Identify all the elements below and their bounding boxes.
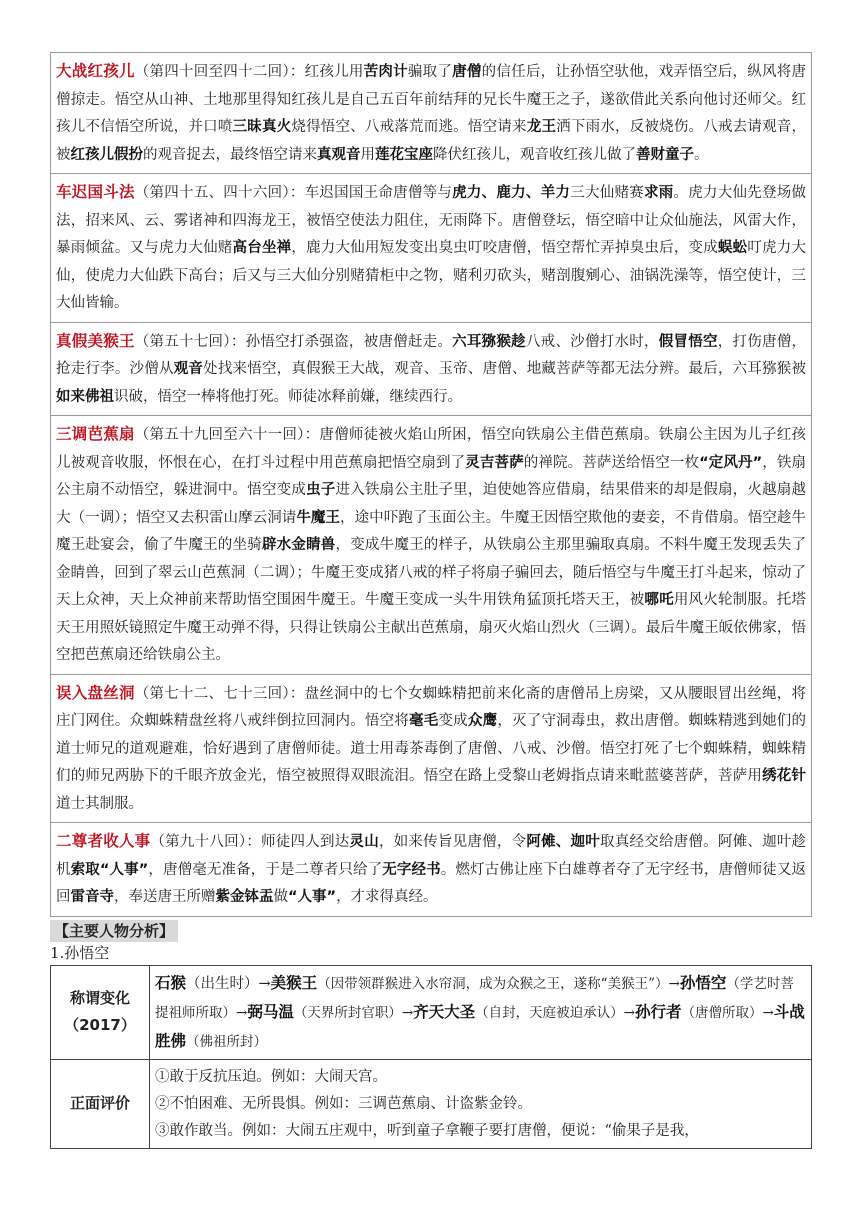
title-note: （自封，天庭被迫承认）→ <box>475 1004 635 1021</box>
story-text: 烧得悟空、八戒落荒而逃。悟空请来 <box>291 119 527 135</box>
story-row <box>51 53 812 174</box>
story-cell <box>51 823 812 917</box>
story-text: 用风火轮制服。托塔天王用照妖镜照定牛魔王动弹不得，只得让铁扇公主献出芭蕉扇，扇灭火焰山烈火（三调）。最后牛魔王皈依佛家，悟空把芭蕉扇还给铁扇公主。 <box>56 592 807 663</box>
story-row <box>51 174 812 323</box>
story-text: 的禅院。菩萨送给悟空一枚 <box>523 454 700 471</box>
story-keyword: 观音 <box>173 361 204 377</box>
evaluation-line-2: ②不怕困难、无所畏惧。例如：三调芭蕉扇、计盗紫金铃。 <box>155 1095 532 1112</box>
story-keyword: 红孩儿假扮 <box>70 146 143 163</box>
story-keyword: “人事” <box>288 889 337 905</box>
story-cell <box>51 416 812 675</box>
story-keyword: 高台坐禅 <box>232 240 292 256</box>
character-table <box>50 965 812 1149</box>
page <box>50 52 812 1149</box>
evaluation-line-1: ①敢于反抗压迫。例如：大闹天宫。 <box>155 1068 387 1085</box>
row-title-changes <box>51 965 812 1059</box>
story-keyword: 辟水金睛兽 <box>261 537 336 553</box>
story-text: 降伏红孩儿，观音收红孩儿做了 <box>433 146 636 163</box>
story-row <box>51 823 812 917</box>
story-text: 洒下雨水，反被烧伤。八戒去请观音，被 <box>56 119 807 163</box>
story-text: （第五十九回至六十一回）：唐僧师徒被火焰山所困，悟空向铁扇公主借芭蕉扇。铁扇公主因为儿子红孩儿被观音收服，怀恨在心，在打斗过程中用芭蕉扇把悟空扇到了 <box>56 427 806 471</box>
story-keyword: 紫金钵盂 <box>215 889 274 905</box>
story-text: 叮虎力大仙，使虎力大仙跌下高台；后又与三大仙分别赌猜柜中之物，赌利刃砍头，赌剖腹剜心、油锅洗澡等，悟空使计，三大仙皆输。 <box>56 240 807 311</box>
story-text: 处找来悟空，真假猴王大战，观音、玉帝、唐僧、地藏菩萨等都无法分辨。最后，六耳猕猴被 <box>203 361 807 377</box>
story-title: 三调芭蕉扇 <box>56 425 135 443</box>
story-text: 八戒、沙僧打水时， <box>525 333 659 350</box>
story-keyword: 龙王 <box>526 119 557 135</box>
story-text: 道士其制服。 <box>56 795 143 812</box>
row-positive-evaluation <box>51 1059 812 1148</box>
title-note: （因带领群猴进入水帘洞，成为众猴之王，遂称“美猴王”）→ <box>317 975 680 992</box>
story-text: ，灭了守洞毒虫，救出唐僧。蜘蛛精逃到她们的道士师兄的道观避难，恰好遇到了唐僧师徒。道士用毒茶毒倒了唐僧、八戒、沙僧。悟空打死了七个蜘蛛精，蜘蛛精们的师兄两胁下的千眼齐放金光，悟空被照得双眼流泪。悟空在路上受黎山老姆指点请来毗蓝婆菩萨，菩萨用 <box>56 713 807 784</box>
story-text: （第七十二、七十三回）：盘丝洞中的七个女蜘蛛精把前来化斋的唐僧吊上房梁，又从腰眼冒出丝绳，将庄门网住。众蜘蛛精盘丝将八戒绊倒拉回洞内。悟空将 <box>56 685 806 729</box>
story-text: ，变成牛魔王的样子，从铁扇公主那里骗取真扇。不料牛魔王发现丢失了金睛兽，回到了翠云山芭蕉洞（二调）；牛魔王变成猪八戒的样子将扇子骗回去，随后悟空与牛魔王打斗起来，惊动了天上众神，天上众神前来帮助悟空围困牛魔王。牛魔王变成一头牛用铁角猛顶托塔天王，被 <box>56 537 807 608</box>
title-name: 美猴王 <box>270 973 318 992</box>
title-note: （学艺时菩提祖师所取）→ <box>155 975 794 1021</box>
title-changes-content <box>150 965 812 1059</box>
story-keyword: 灵吉菩萨 <box>465 454 524 471</box>
story-text: （第九十八回）：师徒四人到达 <box>150 834 350 850</box>
story-text: ，途中吓跑了玉面公主。牛魔王因悟空欺他的妻妾，不肯借扇。悟空趁牛魔王赴宴会，偷了牛魔王的坐骑 <box>56 509 807 553</box>
evaluation-line-3: ③敢作敢当。例如：大闹五庄观中，听到童子拿鞭子要打唐僧，便说：“偷果子是我， <box>155 1122 699 1139</box>
story-keyword: 哪吒 <box>644 592 674 608</box>
title-name: 孙悟空 <box>679 973 727 992</box>
story-text: 。燃灯古佛让座下白雄尊者夺了无字经书，唐僧师徒又返回 <box>56 861 807 905</box>
section-title: 【主要人物分析】 <box>50 920 178 942</box>
story-keyword: 阿傩、迦叶 <box>526 834 600 850</box>
story-keyword: 真观音 <box>317 146 361 163</box>
title-note: （佛祖所封） <box>186 1033 268 1050</box>
story-text: （第四十回至四十二回）：红孩儿用 <box>134 64 364 80</box>
story-row <box>51 322 812 416</box>
story-keyword: 虎力、鹿力、羊力 <box>452 185 571 201</box>
story-title: 车迟国斗法 <box>56 183 135 201</box>
title-note: （唐僧所取）→ <box>681 1004 774 1021</box>
story-text: 进入铁扇公主肚子里，迫使她答应借扇，结果借来的却是假扇，火越扇越大（一调）；悟空又去积雷山摩云洞请 <box>56 482 807 526</box>
story-keyword: 善财童子 <box>636 146 694 163</box>
story-text: ，才求得真经。 <box>336 889 438 905</box>
story-text: 用 <box>360 146 375 163</box>
story-keyword: 无字经书 <box>382 861 441 878</box>
story-title: 误入盘丝洞 <box>56 683 135 702</box>
character-subheading: 1.孙悟空 <box>50 943 110 962</box>
story-keyword: 莲花宝座 <box>375 146 433 163</box>
story-text: 做 <box>273 889 288 905</box>
story-title: 二尊者收人事 <box>56 832 151 850</box>
story-keyword: 牛魔王 <box>296 509 341 526</box>
story-keyword: 索取“人事” <box>70 861 149 878</box>
story-keyword: 绣花针 <box>762 768 806 784</box>
story-keyword: 众鹰 <box>467 713 498 729</box>
story-text: ，唐僧毫无准备，于是二尊者只给了 <box>148 861 383 878</box>
title-name: 孙行者 <box>634 1002 682 1021</box>
story-text: 识破，悟空一棒将他打死。师徒冰释前嫌，继续西行。 <box>114 388 462 405</box>
story-keyword: 如来佛祖 <box>56 388 114 405</box>
story-keyword: 唐僧 <box>452 64 482 80</box>
story-row <box>51 674 812 823</box>
title-name: 齐天大圣 <box>413 1002 476 1021</box>
story-text: 的信任后，让孙悟空驮他，戏弄悟空后，纵风将唐僧掠走。悟空从山神、土地那里得知红孩儿是自己五百年前结拜的兄长牛魔王之子，遂欲借此关系向他讨还师父。红孩儿不信悟空所说，并口喷 <box>56 64 807 135</box>
row-label-positive: 正面评价 <box>51 1059 150 1148</box>
story-text: （第五十七回）：孙悟空打杀强盗，被唐僧赶走。 <box>134 333 453 350</box>
story-keyword: 灵山 <box>349 834 379 850</box>
title-name: 弼马温 <box>247 1002 294 1021</box>
story-keyword: 雷音寺 <box>70 889 114 905</box>
story-text: ，铁扇公主扇不动悟空，躲进洞中。悟空变成 <box>56 454 807 498</box>
story-row <box>51 416 812 675</box>
story-text: 三大仙赌赛 <box>570 185 644 201</box>
story-title: 真假美猴王 <box>56 331 135 350</box>
story-text: ，奉送唐王所赠 <box>114 889 216 905</box>
story-text: 。 <box>694 146 709 163</box>
title-name: 石猴 <box>155 973 187 992</box>
story-keyword: “定风丹” <box>699 454 763 471</box>
story-cell <box>51 53 812 174</box>
story-title: 大战红孩儿 <box>56 62 135 80</box>
title-note: （天界所封官职）→ <box>293 1004 414 1021</box>
story-table <box>50 52 812 917</box>
story-text: ，打伤唐僧，抢走行李。沙僧从 <box>56 333 807 377</box>
story-cell <box>51 322 812 416</box>
section-heading <box>50 917 812 942</box>
title-note: （出生时）→ <box>186 975 271 992</box>
story-text: 变成 <box>438 713 468 729</box>
positive-evaluation-content <box>150 1059 812 1148</box>
story-keyword: 虫子 <box>306 482 336 498</box>
story-text: （第四十五、四十六回）：车迟国国王命唐僧等与 <box>134 185 453 201</box>
label-year: （2017） <box>64 1016 136 1034</box>
story-keyword: 毫毛 <box>409 713 439 729</box>
story-keyword: 苦肉计 <box>363 64 408 80</box>
story-text: 的观音捉去，最终悟空请来 <box>143 146 317 163</box>
story-keyword: 三昧真火 <box>232 119 292 135</box>
story-keyword: 假冒悟空 <box>658 333 718 350</box>
story-keyword: 六耳猕猴趁 <box>452 333 526 350</box>
story-text: ，鹿力大仙用短发变出臭虫叮咬唐僧，悟空帮忙弄掉臭虫后，变成 <box>291 240 718 256</box>
story-cell <box>51 174 812 323</box>
title-name: 斗战胜佛 <box>155 1002 805 1050</box>
label-text: 称谓变化 <box>69 989 130 1007</box>
story-cell <box>51 674 812 823</box>
story-keyword: 求雨 <box>643 185 674 201</box>
row-label-title-changes <box>51 965 150 1059</box>
story-text: ，如来传旨见唐僧，令 <box>378 834 527 850</box>
story-text: 取真经交给唐僧。阿傩、迦叶趁机 <box>56 834 807 878</box>
story-text: 。虎力大仙先登场做法，招来风、云、雾诸神和四海龙王，被悟空使法力阻住，无雨降下。唐僧登坛，悟空暗中让众仙施法，风雷大作，暴雨倾盆。又与虎力大仙赌 <box>56 185 807 256</box>
story-text: 骗取了 <box>407 64 453 80</box>
story-keyword: 蜈蚣 <box>717 240 748 256</box>
